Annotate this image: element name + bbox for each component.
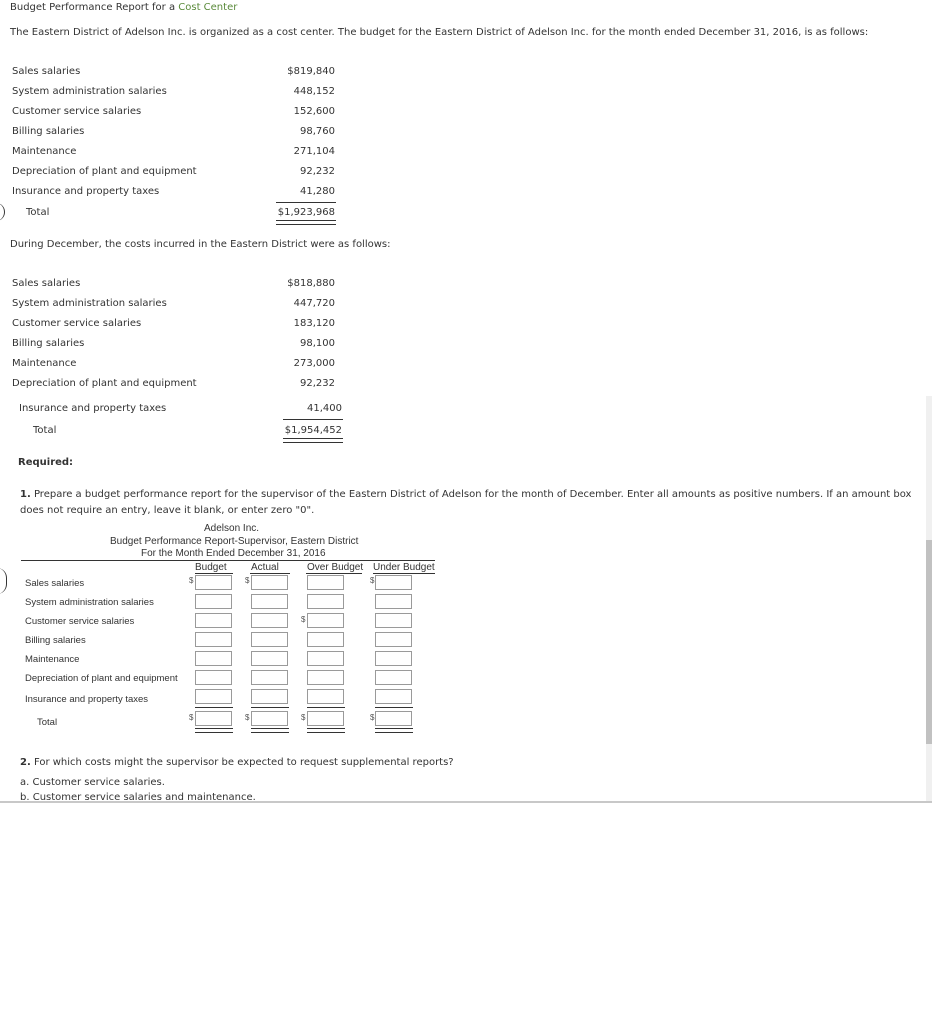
- page-title: [10, 2, 237, 13]
- total-rule-budget: [195, 728, 233, 733]
- col-underline-over: [306, 573, 362, 574]
- actual-value-depreciation: 92,232: [300, 378, 335, 389]
- budget-value-maintenance: 271,104: [293, 146, 335, 157]
- input-insurance-over[interactable]: [307, 689, 344, 704]
- actual-label-sales: Sales salaries: [12, 278, 81, 289]
- budget-value-depreciation: 92,232: [300, 166, 335, 177]
- input-sales-actual[interactable]: [251, 575, 288, 590]
- budget-label-custservice: Customer service salaries: [12, 106, 142, 117]
- input-total-over[interactable]: [307, 711, 344, 726]
- actual-subtotal-rule: [283, 419, 343, 420]
- input-custservice-actual[interactable]: [251, 613, 288, 628]
- dollar-sign: $: [189, 713, 194, 722]
- report-period: For the Month Ended December 31, 2016: [141, 548, 326, 559]
- dollar-sign: $: [301, 713, 306, 722]
- input-total-actual[interactable]: [251, 711, 288, 726]
- actual-value-billing: 98,100: [300, 338, 335, 349]
- col-header-under-budget: Under Budget: [373, 562, 435, 573]
- input-sysadmin-under[interactable]: [375, 594, 412, 609]
- dollar-sign: $: [370, 713, 375, 722]
- question-2-text: For which costs might the supervisor be expected to request supplemental reports?: [30, 757, 454, 768]
- report-row-custservice: Customer service salaries: [25, 616, 135, 627]
- scrollbar-thumb[interactable]: [926, 540, 932, 744]
- edge-marker: [0, 203, 5, 221]
- budget-label-billing: Billing salaries: [12, 126, 85, 137]
- total-rule-under: [375, 728, 413, 733]
- input-sysadmin-actual[interactable]: [251, 594, 288, 609]
- budget-value-custservice: 152,600: [293, 106, 335, 117]
- report-row-billing: Billing salaries: [25, 635, 86, 646]
- cost-center-link[interactable]: Cost Center: [178, 2, 238, 13]
- col-underline-budget: [195, 573, 233, 574]
- report-header-rule: [21, 560, 435, 561]
- actual-value-custservice: 183,120: [293, 318, 335, 329]
- actual-label-maintenance: Maintenance: [12, 358, 77, 369]
- actual-value-sysadmin: 447,720: [293, 298, 335, 309]
- subtotal-rule-under: [375, 707, 413, 708]
- question-2: [20, 757, 454, 768]
- actual-total-rule: [283, 438, 343, 443]
- input-insurance-budget[interactable]: [195, 689, 232, 704]
- title-prefix: Budget Performance Report for a: [10, 2, 179, 13]
- input-billing-actual[interactable]: [251, 632, 288, 647]
- input-maintenance-budget[interactable]: [195, 651, 232, 666]
- required-heading: Required:: [18, 457, 74, 468]
- input-billing-under[interactable]: [375, 632, 412, 647]
- question-1-number: 1.: [20, 489, 31, 500]
- total-rule-over: [307, 728, 345, 733]
- dollar-sign: $: [301, 615, 306, 624]
- input-maintenance-over[interactable]: [307, 651, 344, 666]
- budget-subtotal-rule: [276, 202, 336, 203]
- actual-label-insurance: Insurance and property taxes: [19, 403, 167, 414]
- input-sysadmin-budget[interactable]: [195, 594, 232, 609]
- actual-total-label: Total: [33, 425, 57, 436]
- question-2-number: 2.: [20, 757, 31, 768]
- actual-label-sysadmin: System administration salaries: [12, 298, 167, 309]
- budget-total-label: Total: [26, 207, 50, 218]
- input-sales-over[interactable]: [307, 575, 344, 590]
- budget-label-sales: Sales salaries: [12, 66, 81, 77]
- report-row-maintenance: Maintenance: [25, 654, 80, 665]
- intro-text: The Eastern District of Adelson Inc. is organized as a cost center. The budget for the Eastern District of Adelson Inc. for the month ended December 31, 2016, is as follows:: [10, 27, 869, 38]
- budget-label-maintenance: Maintenance: [12, 146, 77, 157]
- input-sales-under[interactable]: [375, 575, 412, 590]
- report-company: Adelson Inc.: [204, 523, 260, 534]
- input-depreciation-actual[interactable]: [251, 670, 288, 685]
- actual-total-value: $1,954,452: [284, 425, 342, 436]
- option-b[interactable]: b. Customer service salaries and maintenance.: [20, 792, 256, 803]
- input-custservice-budget[interactable]: [195, 613, 232, 628]
- dollar-sign: $: [189, 576, 194, 585]
- dollar-sign: $: [245, 576, 250, 585]
- budget-label-insurance: Insurance and property taxes: [12, 186, 160, 197]
- col-header-actual: Actual: [251, 562, 279, 573]
- input-custservice-over[interactable]: [307, 613, 344, 628]
- budget-label-sysadmin: System administration salaries: [12, 86, 167, 97]
- col-underline-under: [373, 573, 435, 574]
- input-depreciation-under[interactable]: [375, 670, 412, 685]
- report-row-total: Total: [37, 717, 58, 728]
- input-billing-over[interactable]: [307, 632, 344, 647]
- report-title: Budget Performance Report-Supervisor, Eastern District: [110, 536, 359, 547]
- option-a[interactable]: a. Customer service salaries.: [20, 777, 165, 788]
- content-bottom-border: [0, 801, 932, 803]
- dollar-sign: $: [245, 713, 250, 722]
- total-rule-actual: [251, 728, 289, 733]
- budget-value-insurance: 41,280: [300, 186, 335, 197]
- actual-value-sales: $818,880: [287, 278, 335, 289]
- actual-label-billing: Billing salaries: [12, 338, 85, 349]
- subtotal-rule-over: [307, 707, 345, 708]
- col-header-over-budget: Over Budget: [307, 562, 364, 573]
- edge-marker-2: [0, 568, 7, 594]
- input-total-under[interactable]: [375, 711, 412, 726]
- budget-value-sysadmin: 448,152: [293, 86, 335, 97]
- input-depreciation-budget[interactable]: [195, 670, 232, 685]
- budget-total-value: $1,923,968: [277, 207, 335, 218]
- report-row-sysadmin: System administration salaries: [25, 597, 154, 608]
- budget-value-sales: $819,840: [287, 66, 335, 77]
- budget-value-billing: 98,760: [300, 126, 335, 137]
- input-sales-budget[interactable]: [195, 575, 232, 590]
- col-underline-actual: [250, 573, 290, 574]
- question-1: [20, 487, 920, 519]
- subtotal-rule-actual: [251, 707, 289, 708]
- col-header-budget: Budget: [195, 562, 227, 573]
- input-total-budget[interactable]: [195, 711, 232, 726]
- question-1-text: Prepare a budget performance report for the supervisor of the Eastern District of Adelson for the month of December. Enter all amounts as positive numbers. If an amount box does not require an entry, leave it blank, or enter zero "0".: [20, 489, 912, 516]
- input-custservice-under[interactable]: [375, 613, 412, 628]
- input-sysadmin-over[interactable]: [307, 594, 344, 609]
- actual-value-maintenance: 273,000: [293, 358, 335, 369]
- budget-total-rule: [276, 220, 336, 225]
- input-insurance-under[interactable]: [375, 689, 412, 704]
- report-row-sales: Sales salaries: [25, 578, 85, 589]
- input-depreciation-over[interactable]: [307, 670, 344, 685]
- actual-label-custservice: Customer service salaries: [12, 318, 142, 329]
- input-maintenance-actual[interactable]: [251, 651, 288, 666]
- input-billing-budget[interactable]: [195, 632, 232, 647]
- input-insurance-actual[interactable]: [251, 689, 288, 704]
- subtotal-rule-budget: [195, 707, 233, 708]
- budget-label-depreciation: Depreciation of plant and equipment: [12, 166, 197, 177]
- dollar-sign: $: [370, 576, 375, 585]
- actual-label-depreciation: Depreciation of plant and equipment: [12, 378, 197, 389]
- report-row-depreciation: Depreciation of plant and equipment: [25, 673, 178, 684]
- report-row-insurance: Insurance and property taxes: [25, 694, 149, 705]
- actual-value-insurance: 41,400: [307, 403, 342, 414]
- december-intro-text: During December, the costs incurred in the Eastern District were as follows:: [10, 239, 391, 250]
- input-maintenance-under[interactable]: [375, 651, 412, 666]
